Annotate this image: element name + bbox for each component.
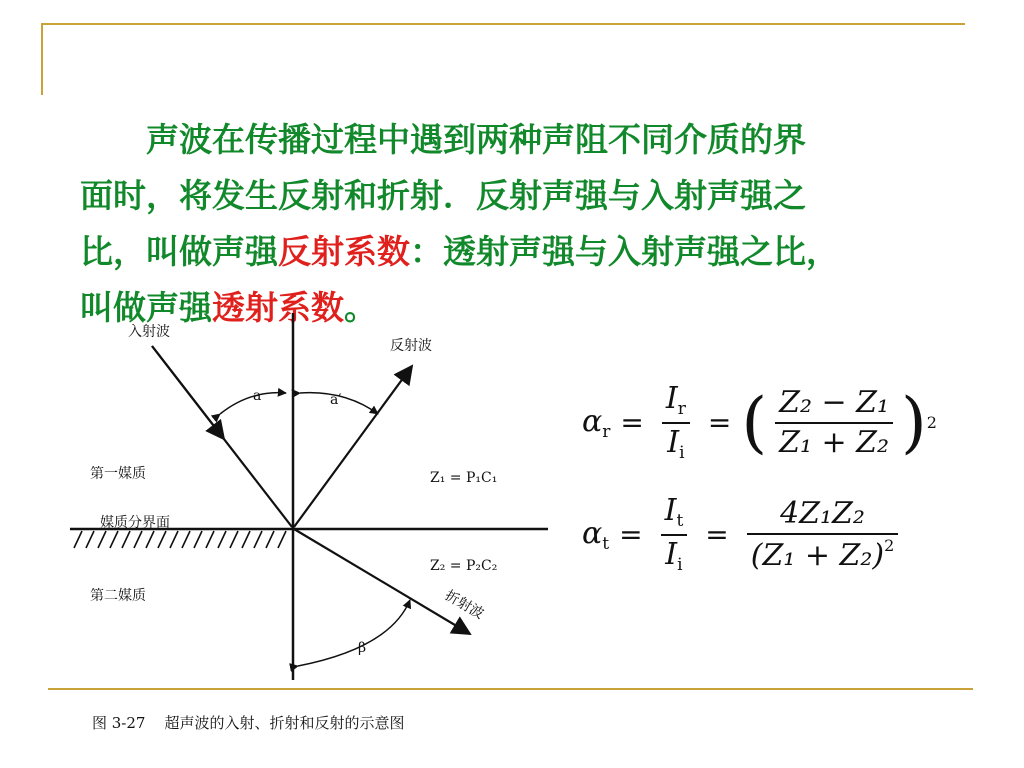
frame-left-rule [41,23,43,95]
paragraph-line-3 [80,224,970,280]
label-reflected-wave: 反射波 [390,338,432,354]
bottom-rule [48,688,973,690]
label-z2: Z₂ = P₂C₂ [430,558,498,574]
figure-caption: 图 3-27 超声波的入射、折射和反射的示意图 [92,714,405,732]
intensity-ratio: $\frac{I_t}{I_i}$ [661,495,688,575]
paragraph-text: 。 [344,288,377,327]
intensity-ratio: $\frac{I_r}{I_i}$ [662,383,690,463]
reflection-coefficient-formula: $\alpha_r$ = $\frac{I_r}{I_i}$ = ( $\frac{\text{Z₂ − Z₁}}{\text{Z₁ + Z₂}}$ ) 2 [582,381,937,463]
label-angle-a-prime: a′ [330,392,342,408]
paragraph-text: ：透射声强与入射声强之比， [410,232,839,271]
label-incident-wave: 入射波 [128,324,170,340]
interface-hatching [74,531,286,548]
label-medium-1: 第一媒质 [90,466,146,482]
impedance-ratio: $\frac{\text{Z₂ − Z₁}}{\text{Z₁ + Z₂}}$ [775,387,893,458]
frame-top-rule [43,23,965,25]
exponent: 2 [926,413,937,433]
equals-sign: = [707,406,732,440]
transmission-coefficient-formula [582,495,906,575]
term-transmission-coefficient: 透射系数 [212,288,344,327]
formula-symbol: $\alpha_t$ [582,515,610,554]
term-reflection-coefficient: 反射系数 [278,232,410,271]
reflected-ray [294,366,412,527]
label-interface: 媒质分界面 [100,515,170,531]
refracted-ray [294,529,470,634]
body-paragraph [80,112,970,336]
equals-sign: = [619,518,643,552]
paragraph-line-2: 面时，将发生反射和折射．反射声强与入射声强之 [80,176,806,215]
label-medium-2: 第二媒质 [90,588,146,604]
angle-beta-arc [298,600,410,666]
formula-symbol: $\alpha_r$ [582,403,611,442]
label-refracted-wave: 折射波 [442,587,487,623]
paragraph-text: 叫做声强 [80,288,212,327]
reflection-refraction-diagram [60,308,560,688]
equals-sign: = [705,518,729,552]
equals-sign: = [620,406,644,440]
incident-ray [152,346,292,527]
paragraph-text: 比，叫做声强 [80,232,278,271]
label-z1: Z₁ = P₁C₁ [430,470,498,486]
label-angle-beta: β [358,640,367,656]
impedance-expression: $\frac{\text{4Z₁Z₂}}{(Z_1 + Z_2)^2}$ [747,498,899,571]
paragraph-line-1: 声波在传播过程中遇到两种声阻不同介质的界 [80,120,806,159]
label-angle-a: a [253,388,262,404]
